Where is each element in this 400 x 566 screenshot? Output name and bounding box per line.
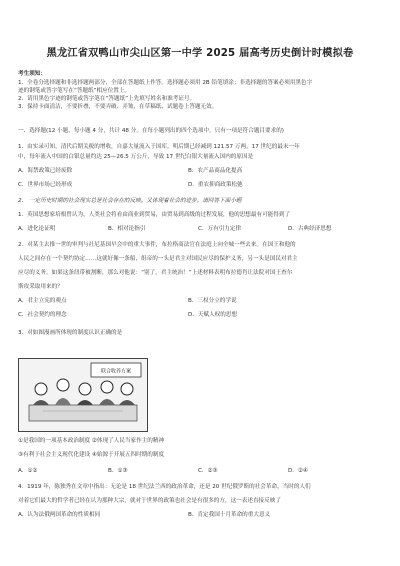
option-b: B．三权分立的学说 — [188, 298, 237, 304]
option-c: C．②③ — [198, 468, 218, 474]
option-c: C．万有引力定律 — [198, 226, 242, 232]
question-line: 3．对如图漫画所体现的制度认识正确的是 — [18, 330, 123, 336]
option-b: B．①③ — [108, 468, 128, 474]
option-d: D．②④ — [288, 468, 308, 474]
option-a: A．进化论证明 — [18, 226, 56, 232]
question-line: 应尽的义务。如果这条纽带被割断，那么对他说：“别了，君主统治！”上述材料表明布拉德肖让法院对国王查尔 — [18, 270, 293, 276]
option-b: B．相对论指引 — [108, 226, 146, 232]
question-line: 4．1919 年，陈独秀在文章中指出：无论是 18 世纪法兰西的政治革命，还是 20 世纪俄罗斯的社会革命，当时的人们 — [18, 484, 311, 490]
statement-line: ③有利于社会主义现代化建设 ④始源于开展五四时期的制度 — [18, 452, 165, 458]
option-b: B．农产品商品化提高 — [188, 168, 243, 174]
question-intro: 2． 一定历史时期的社会现实总是社会存在的反映。又体现着社会的进步。请回答下面小题 — [18, 198, 242, 204]
notice-line: 2．请用黑色字迹的钢笔或答字笔在“答题纸”上先填写姓名和准考证号。 — [18, 96, 196, 102]
option-b: B．肯定我国十月革命的重大意义 — [188, 512, 271, 518]
option-a: A．认为法俄两国革命的性质相同 — [18, 512, 101, 518]
option-d: D．古典经济思想 — [288, 226, 332, 232]
cartoon-drawing — [19, 359, 147, 431]
option-c: C．社会契约的理念 — [18, 312, 67, 318]
cartoon-image — [18, 358, 148, 432]
question-line: 对着它们最大的哲学者已经在认为那种大宗，就对于世界的政策也社会是有很多的方，这一表述直接反映了 — [18, 498, 281, 504]
option-a: A．①② — [18, 468, 38, 474]
option-c: C．世界市场已经形成 — [18, 182, 73, 188]
section-heading: 一、选择题(12 小题，每小题 4 分，共计 48 分。在每小题列出的四个选项中，只有一项是符合题目要求的) — [18, 128, 284, 134]
question-line: 斯攻采取用来的？ — [18, 284, 63, 290]
question-line: 人民之间存在一个契约协定……这就好像一条船，组帝的一头是君主对国民应尽的保护义务，另一头是国民对君主 — [18, 256, 298, 262]
question-line: 中，每年流入中国的白银总量约达 25—26.5 万公斤，导致 17 世纪白银大量流入国内的原因是 — [18, 154, 254, 160]
cartoon-sign-text: 联合收养方案 — [100, 368, 132, 375]
option-a: A．君主立宪的观点 — [18, 298, 67, 304]
question-line: 2．对某主去推一世的审判与社尼基国早会中的重大事件，布拉格商法官在法庭上向全城一些去来。在国王和他的 — [18, 242, 296, 248]
notice-heading: 考生须知： — [18, 71, 46, 77]
option-d: D．天赋人权的思想 — [188, 312, 238, 318]
notice-line: 迹的钢笔或答字笔写在“答题纸”相应位置上。 — [18, 88, 131, 94]
statement-line: ①是我国的一项基本政治制度 ②体现了人民当家作主的精神 — [18, 438, 165, 444]
option-a: A．海禁政策已经废除 — [18, 168, 73, 174]
notice-line: 3．保持卡面清洁，不要折叠，不要弄破、弄皱，在草稿纸、试题卷上答题无效。 — [18, 104, 218, 110]
question-line: 1．英国思想家培根曾认为，人类社会将看由商业到贸易，由贸易到高级的过程发展，他的思想最有可能得到了 — [18, 212, 291, 218]
option-d: D．重农抑商政策松弛 — [188, 182, 243, 188]
notice-line: 1．全卷分选择题和非选择题两部分，全部在答题纸上作答。选择题必须用 2B 铅笔填涂；非选择题的答案必须用黑色字 — [18, 80, 313, 86]
page-title: 黑龙江省双鸭山市尖山区第一中学 2025 届高考历史倒计时模拟卷 — [46, 48, 354, 59]
question-line: 1．由实录可知，清代后期关税的增收，自嘉大量流入于国库。明后期已经减到 121.57 万两，17 世纪的最末一年 — [18, 144, 300, 150]
